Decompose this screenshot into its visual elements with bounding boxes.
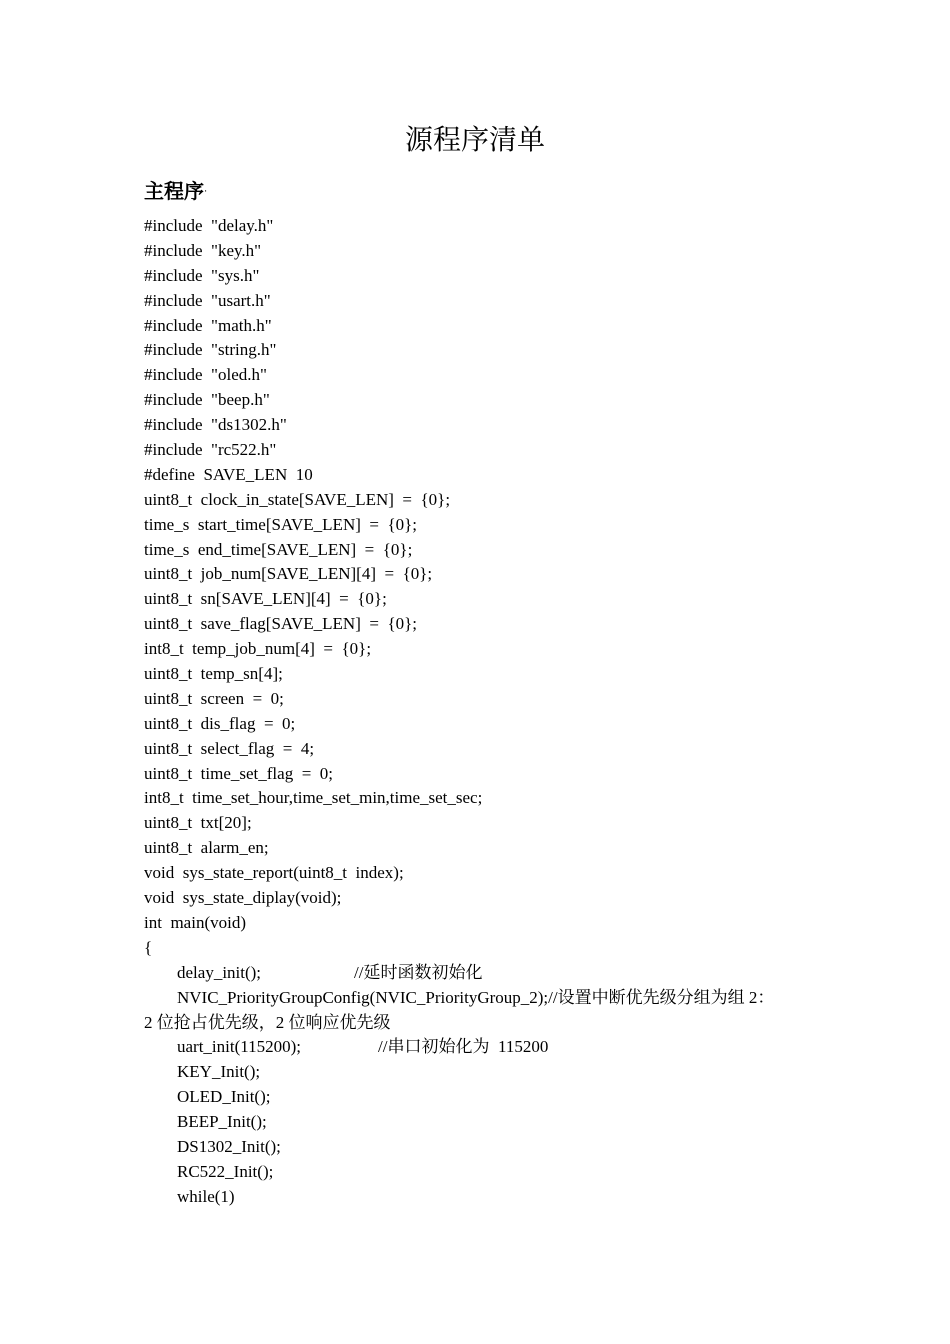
code-line: #include "sys.h" — [144, 265, 260, 285]
code-line: #include "math.h" — [144, 315, 272, 335]
code-line: int8_t time_set_hour,time_set_min,time_set_sec; — [144, 788, 483, 808]
code-line: uint8_t job_num[SAVE_LEN][4] = {0}; — [144, 564, 433, 584]
source-code-listing — [144, 214, 814, 1210]
code-line: BEEP_Init(); — [177, 1112, 267, 1132]
code-line: uint8_t save_flag[SAVE_LEN] = {0}; — [144, 614, 418, 634]
code-line: uint8_t alarm_en; — [144, 838, 269, 858]
code-line: int main(void) — [144, 912, 246, 932]
code-line: while(1) — [177, 1186, 235, 1206]
code-line: KEY_Init(); — [177, 1062, 261, 1082]
code-line: DS1302_Init(); — [177, 1136, 281, 1156]
code-line: #include "usart.h" — [144, 290, 271, 310]
code-line: OLED_Init(); — [177, 1087, 271, 1107]
code-line: uint8_t txt[20]; — [144, 813, 252, 833]
code-statement: delay_init(); — [177, 962, 262, 982]
code-comment: //串口初始化为 115200 — [378, 1037, 549, 1057]
code-line: #include "delay.h" — [144, 216, 274, 235]
section-heading-text: 主程序 — [144, 179, 204, 203]
code-line: uint8_t sn[SAVE_LEN][4] = {0}; — [144, 589, 387, 609]
code-line: void sys_state_diplay(void); — [144, 888, 342, 908]
code-line: #include "ds1302.h" — [144, 415, 287, 435]
code-line: #include "string.h" — [144, 340, 277, 360]
code-statement: uart_init(115200); — [177, 1037, 302, 1057]
code-line-nvic-continuation: 2 位抢占优先级，2 位响应优先级 — [144, 1012, 391, 1032]
code-line: { — [144, 937, 153, 957]
code-line: uint8_t clock_in_state[SAVE_LEN] = {0}; — [144, 489, 451, 509]
code-line: time_s end_time[SAVE_LEN] = {0}; — [144, 539, 413, 559]
code-line-delay-init — [144, 961, 814, 986]
document-title: 源程序清单 — [404, 123, 545, 156]
code-line: void sys_state_report(uint8_t index); — [144, 863, 404, 883]
code-line: #include "rc522.h" — [144, 440, 277, 460]
code-line: uint8_t time_set_flag = 0; — [144, 763, 334, 783]
code-line: time_s start_time[SAVE_LEN] = {0}; — [144, 514, 418, 534]
code-line: uint8_t select_flag = 4; — [144, 738, 315, 758]
code-line: #include "key.h" — [144, 240, 262, 260]
code-line-uart-init — [144, 1035, 814, 1060]
code-line: #include "beep.h" — [144, 390, 270, 410]
code-line: #include "oled.h" — [144, 365, 267, 385]
code-line: uint8_t temp_sn[4]; — [144, 664, 283, 684]
code-line-nvic-config: NVIC_PriorityGroupConfig(NVIC_PriorityGroup_2);//设置中断优先级分组为组 2： — [177, 987, 775, 1007]
code-line: int8_t temp_job_num[4] = {0}; — [144, 639, 372, 659]
paragraph-mark: · — [204, 186, 208, 198]
code-comment: //延时函数初始化 — [354, 962, 483, 982]
code-line: RC522_Init(); — [177, 1161, 274, 1181]
code-line: #define SAVE_LEN 10 — [144, 464, 313, 484]
section-heading-main-program — [144, 176, 207, 208]
code-line: uint8_t dis_flag = 0; — [144, 713, 296, 733]
code-line: uint8_t screen = 0; — [144, 688, 284, 708]
